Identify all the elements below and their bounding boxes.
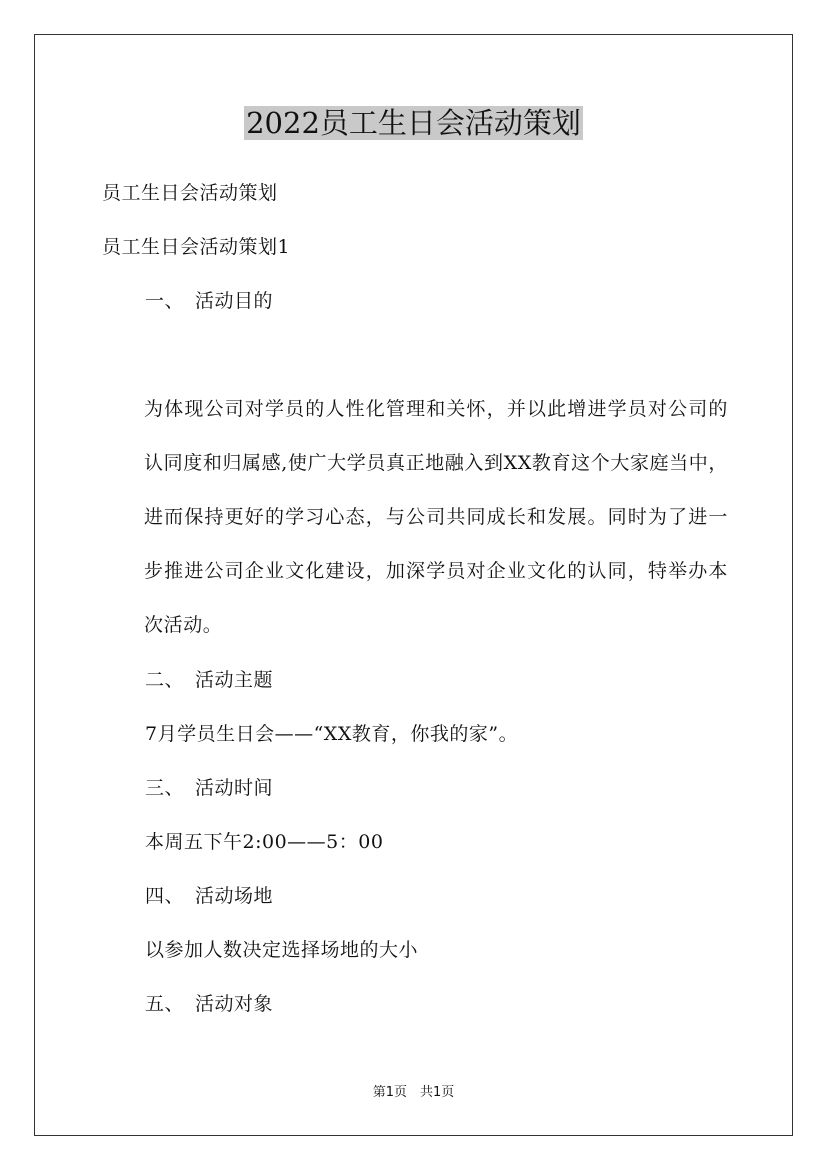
section-heading-2 <box>145 667 273 693</box>
section-heading-1 <box>145 288 273 314</box>
section-title: 活动时间 <box>195 777 274 799</box>
section-number: 二、 <box>145 669 185 691</box>
section-number: 四、 <box>145 885 185 907</box>
section-title: 活动目的 <box>195 290 274 312</box>
section-number: 三、 <box>145 777 185 799</box>
section-heading-5 <box>145 991 273 1017</box>
section-heading-3 <box>145 775 273 801</box>
venue-text: 以参加人数决定选择场地的大小 <box>145 939 419 961</box>
document-title-text: 2022员工生日会活动策划 <box>246 106 581 140</box>
page-footer: 第1页 共1页 <box>372 1085 455 1100</box>
document-subtitle-1: 员工生日会活动策划1 <box>102 236 291 258</box>
theme-text: 7月学员生日会——“XX教育，你我的家”。 <box>145 723 519 745</box>
section-title: 活动对象 <box>195 993 274 1015</box>
purpose-paragraph-text: 为体现公司对学员的人性化管理和关怀，并以此增进学员对公司的认同度和归属感,使广大学员真正地融入到XX教育这个大家庭当中，进而保持更好的学习心态，与公司共同成长和发展。同时为了进一步推进公司企业文化建设，加深学员对企业文化的认同，特举办本次活动。 <box>144 398 728 636</box>
section-number: 五、 <box>145 993 185 1015</box>
document-subtitle: 员工生日会活动策划 <box>102 182 278 204</box>
section-title: 活动主题 <box>195 669 274 691</box>
purpose-paragraph <box>102 382 728 652</box>
section-heading-4 <box>145 883 273 909</box>
document-title <box>0 104 827 142</box>
section-title: 活动场地 <box>195 885 274 907</box>
time-text: 本周五下午2:00——5：00 <box>145 831 384 853</box>
section-number: 一、 <box>145 290 185 312</box>
